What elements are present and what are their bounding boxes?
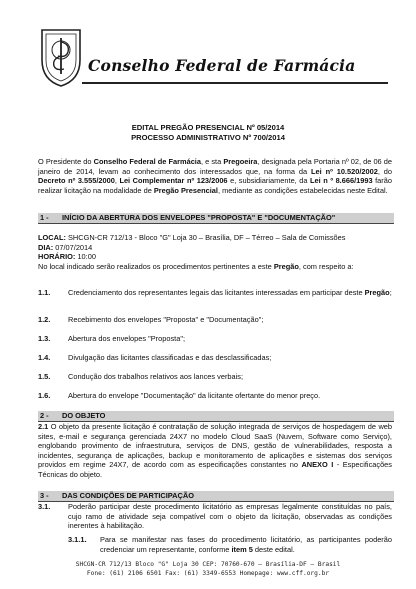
footer-address: SHCGN-CR 712/13 Bloco "G" Loja 30 CEP: 70760-670 – Brasília-DF – Brasil <box>75 561 341 568</box>
footer-contact: Fone: (61) 2106 6501 Fax: (61) 3349-6553 Homepage: www.cff.org.br <box>86 569 330 577</box>
section-2-heading <box>38 411 394 422</box>
item-text: Poderão participar deste procedimento licitatório as empresas legalmente constituídas no país, cujo ramo de atividade seja compatível com o objeto da licitação, observadas as condições inerentes à habilitação. <box>68 502 392 531</box>
no-local-text: No local indicado serão realizados os procedimentos pertinentes a este <box>38 261 272 271</box>
no-local-pregao: Pregão <box>273 261 299 271</box>
section-title: INÍCIO DA ABERTURA DOS ENVELOPES "PROPOSTA" E "DOCUMENTAÇÃO" <box>62 213 336 222</box>
intro-text: , do <box>377 166 392 176</box>
item-text: Abertura dos envelopes "Proposta"; <box>68 334 185 343</box>
intro-text: , e sta <box>200 157 222 166</box>
item-bold: Pregão <box>364 288 390 297</box>
item-text: Recebimento dos envelopes "Proposta" e "Documentação"; <box>68 315 264 324</box>
intro-text: e, subsidiariamente, da <box>230 176 308 186</box>
intro-pregoeira-bold: Pregoeira <box>223 157 258 166</box>
org-name: Conselho Federal de Farmácia <box>88 56 356 75</box>
dia-value: 07/07/2014 <box>55 242 93 252</box>
title-edital: EDITAL PREGÃO PRESENCIAL Nº 05/2014 <box>131 123 285 132</box>
item-number: 1.2. <box>38 315 51 324</box>
object-text-end: - Especificações Técnicas do objeto. <box>38 460 392 479</box>
item-bold: item 5 <box>231 544 253 554</box>
anexo-bold: ANEXO I <box>301 460 334 470</box>
item-number: 1.4. <box>38 353 51 362</box>
local-value: SHCGN-CR 712/13 - Bloco "G" Loja 30 – Brasília, DF – Térreo – Sala de Comissões <box>67 233 346 242</box>
item-text: Credenciamento dos representantes legais das licitantes interessadas em participar deste <box>68 288 363 297</box>
section-3-heading <box>38 491 394 502</box>
item-end: deste edital. <box>254 544 295 554</box>
item-number: 3.1.1. <box>68 535 87 544</box>
subsection-3-1 <box>38 502 392 532</box>
intro-lei-10520: Lei nº 10.520/2002 <box>311 166 378 176</box>
item-text: Para se manifestar nas fases do procedimento licitatório, as participantes poderão credenciar um representante, conforme <box>100 535 392 554</box>
horario-value: 10:00 <box>77 252 96 262</box>
item-number: 3.1. <box>38 502 51 511</box>
subsection-number: 2.1 <box>38 422 49 431</box>
item-text: Abertura do envelope "Documentação" da licitante ofertante do menor preço. <box>68 391 321 400</box>
intro-text: , mediante as condições estabelecidas neste Edital. <box>217 185 388 195</box>
intro-decreto: Decreto nº 3.555/2000 <box>38 176 115 186</box>
title-processo: PROCESSO ADMINISTRATIVO Nº 700/2014 <box>131 133 285 142</box>
no-local-end: , com respeito a: <box>298 261 354 271</box>
horario-label: HORÁRIO: <box>38 252 76 262</box>
intro-text: farão realizar licitação na modalidade de <box>38 176 392 195</box>
intro-text: , designada pela Portaria nº 02, de 06 de janeiro de 2014, levam ao conhecimento dos interessados que, na forma da <box>38 157 392 176</box>
item-text: Condução dos trabalhos relativos aos lances verbais; <box>68 372 244 381</box>
section-title: DAS CONDIÇÕES DE PARTICIPAÇÃO <box>62 491 194 500</box>
intro-pregao-presencial: Pregão Presencial <box>153 185 218 195</box>
section-2-paragraph <box>38 422 392 480</box>
item-text: Divulgação das licitantes classificadas e das desclassificadas; <box>68 353 272 362</box>
intro-lei-complementar: Lei Complementar nº 123/2006 <box>119 176 228 186</box>
dia-label: DIA: <box>38 242 54 252</box>
item-end: ; <box>389 288 392 297</box>
section-1-heading <box>38 213 394 224</box>
intro-text: O Presidente do <box>38 157 92 166</box>
intro-text: , <box>114 176 117 186</box>
intro-org-bold: Conselho Federal de Farmácia <box>93 157 201 166</box>
intro-paragraph <box>38 157 392 195</box>
item-number: 1.1. <box>38 288 51 297</box>
list-item <box>38 288 392 308</box>
intro-lei-8666: Lei n º 8.666/1993 <box>310 176 373 186</box>
section-number: 2 - <box>40 411 49 420</box>
local-label: LOCAL: <box>38 233 66 242</box>
item-number: 1.3. <box>38 334 51 343</box>
item-number: 1.5. <box>38 372 51 381</box>
section-number: 1 - <box>40 213 49 222</box>
item-number: 1.6. <box>38 391 51 400</box>
object-text: O objeto da presente licitação é contratação de solução integrada de serviços de hospedagem de web sites, e-mail e segurança gerenciada 24X7 no modelo Cloud SaaS (Nuvem, Software como Serviço), englobando provimento de infraestrutura, serviços de DNS, gestão de vulnerabilidades, resposta a incidentes, segurança de aplicações, backup e monitoramento de aplicações e sistemas dos serviços providos em regime 24X7, de acordo com as especificações constantes no <box>38 422 393 470</box>
page-footer <box>0 561 416 578</box>
document-titles <box>0 123 416 143</box>
section-title: DO OBJETO <box>62 411 106 420</box>
section-1-location <box>38 233 392 271</box>
cff-seal-icon <box>38 26 84 88</box>
header-rule <box>82 82 388 84</box>
section-number: 3 - <box>40 491 49 500</box>
